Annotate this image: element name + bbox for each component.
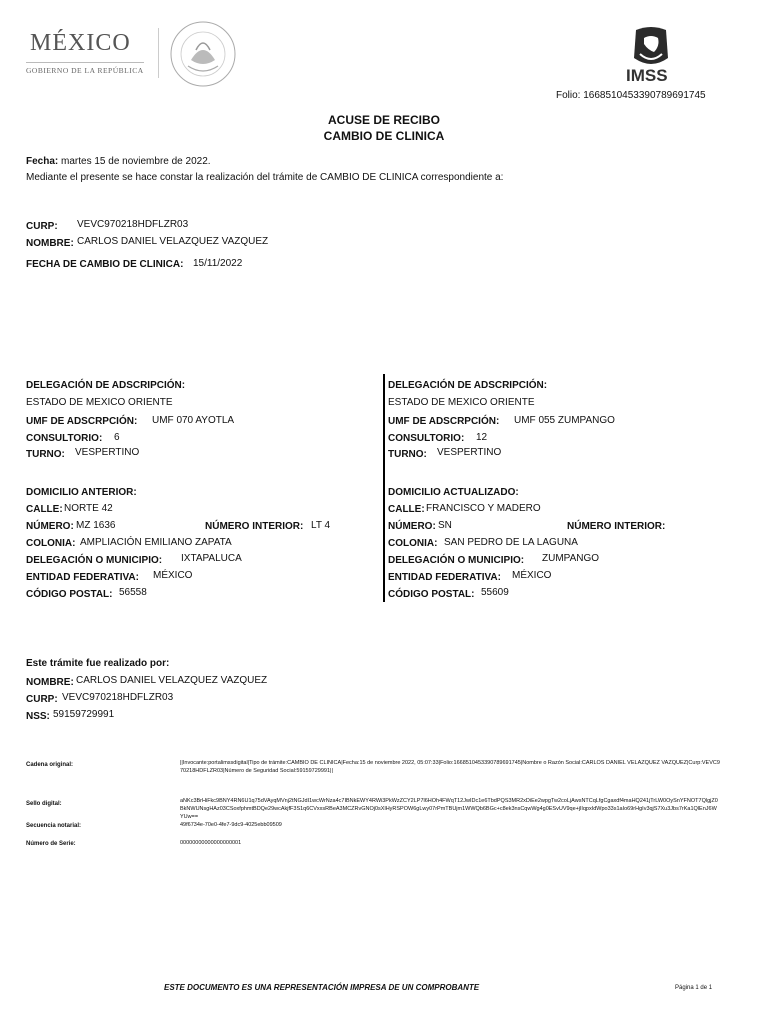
government-text: GOBIERNO DE LA REPÚBLICA	[26, 66, 144, 75]
right-delegacion-value: ESTADO DE MEXICO ORIENTE	[388, 397, 535, 408]
left-delegacion-label: DELEGACIÓN DE ADSCRIPCIÓN:	[26, 380, 186, 391]
right-umf-label: UMF DE ADSCRPCIÓN:	[388, 416, 500, 427]
intro-statement: Mediante el presente se hace constar la realización del trámite de CAMBIO DE CLINICA correspondiente a:	[26, 172, 504, 183]
left-colonia-label: COLONIA:	[26, 538, 76, 549]
fecha-value: martes 15 de noviembre de 2022.	[58, 156, 211, 167]
left-cp-value: 56558	[119, 587, 147, 598]
secuencia-value: 49f6734e-70e0-4fe7-9dc9-4025ebb09509	[180, 822, 282, 828]
left-entidad-label: ENTIDAD FEDERATIVA:	[26, 572, 139, 583]
serie-label: Número de Serie:	[26, 841, 76, 847]
right-entidad-value: MÉXICO	[512, 570, 552, 581]
left-colonia-value: AMPLIACIÓN EMILIANO ZAPATA	[80, 537, 232, 548]
page-number: Página 1 de 1	[675, 985, 713, 991]
mexico-logo	[26, 30, 146, 76]
imss-logo-text: IMSS	[626, 66, 668, 85]
right-domicilio-label: DOMICILIO ACTUALIZADO:	[388, 487, 519, 498]
title-cambio: CAMBIO DE CLINICA	[323, 129, 445, 143]
left-turno-value: VESPERTINO	[75, 447, 140, 458]
footer-disclaimer: ESTE DOCUMENTO ES UNA REPRESENTACIÓN IMPRESA DE UN COMPROBANTE	[164, 983, 480, 992]
left-municipio-label: DELEGACIÓN O MUNICIPIO:	[26, 555, 163, 566]
right-cp-value: 55609	[481, 587, 509, 598]
column-divider	[383, 374, 385, 602]
fecha-cambio-label: FECHA DE CAMBIO DE CLINICA:	[26, 259, 184, 270]
imss-logo	[622, 24, 680, 86]
fecha-cambio-value: 15/11/2022	[193, 258, 243, 269]
realizado-nombre-value: CARLOS DANIEL VELAZQUEZ VAZQUEZ	[76, 675, 268, 686]
folio: Folio: 1668510453390789691745	[556, 90, 706, 101]
right-entidad-label: ENTIDAD FEDERATIVA:	[388, 572, 501, 583]
left-numint-label: NÚMERO INTERIOR:	[205, 521, 304, 532]
right-turno-value: VESPERTINO	[437, 447, 502, 458]
right-numero-value: SN	[438, 520, 452, 531]
right-consultorio-value: 12	[476, 432, 488, 443]
secuencia-label: Secuencia notarial:	[26, 823, 82, 829]
right-calle-label: CALLE:	[388, 504, 425, 515]
right-umf-value: UMF 055 ZUMPANGO	[514, 415, 615, 426]
left-delegacion-value: ESTADO DE MEXICO ORIENTE	[26, 397, 173, 408]
left-calle-label: CALLE:	[26, 504, 63, 515]
right-municipio-value: ZUMPANGO	[542, 553, 600, 564]
sello-label: Sello digital:	[26, 801, 62, 807]
left-turno-label: TURNO:	[26, 449, 65, 460]
right-colonia-value: SAN PEDRO DE LA LAGUNA	[444, 537, 578, 548]
left-municipio-value: IXTAPALUCA	[181, 553, 242, 564]
curp-value: VEVC970218HDFLZR03	[77, 219, 189, 230]
logo-divider	[26, 62, 144, 63]
right-delegacion-label: DELEGACIÓN DE ADSCRIPCIÓN:	[388, 380, 548, 391]
left-numero-label: NÚMERO:	[26, 521, 74, 532]
nombre-label: NOMBRE:	[26, 238, 74, 249]
cadena-label: Cadena original:	[26, 762, 74, 768]
right-turno-label: TURNO:	[388, 449, 427, 460]
title-acuse: ACUSE DE RECIBO	[327, 113, 440, 127]
right-numero-label: NÚMERO:	[388, 521, 436, 532]
right-colonia-label: COLONIA:	[388, 538, 438, 549]
fecha-line	[26, 156, 211, 167]
right-numint-label: NÚMERO INTERIOR:	[567, 521, 666, 532]
left-consultorio-label: CONSULTORIO:	[26, 433, 103, 444]
left-numero-value: MZ 1636	[76, 520, 116, 531]
sello-value: aNKc3BrHiFkc9BNY4RN6U1q75dVAyqMVnj2tNGJdI1wcWrNza4c7IBNkEWY4RWi3PkWzZCY2LP7l6HOh4FWqT12JwIDc1e6TbdPQS3MR2xDiEe2wpgTw2coLjAwsNTCqLfgCgaxdf4maHQ241jTrLW0OySnYFNOT7QlgjZ0BkNWUNsgHAz03CSoxfphmtBDQe29wcAkjfF3S1q6CVxxsRBeA3MCZRvGNOj0sXlHyRSPOW6gLwy07rPmTBUjm1WWQb6BGc+c8ek3nsCqwWg4g0ESvUV9qe+jlIqpxIdWpo33s1aIo69rHgIv3qjS7Xu3Jbs7rKa1QlEnJ6WYUw==	[180, 798, 718, 820]
realizado-nss-value: 59159729991	[53, 709, 115, 720]
left-consultorio-value: 6	[114, 432, 120, 443]
left-numint-value: LT 4	[311, 520, 331, 531]
right-consultorio-label: CONSULTORIO:	[388, 433, 465, 444]
left-domicilio-label: DOMICILIO ANTERIOR:	[26, 487, 137, 498]
mexico-logo-text: MÉXICO	[30, 30, 131, 56]
national-seal-icon	[166, 20, 240, 88]
imss-eagle-icon	[622, 24, 680, 70]
left-cp-label: CÓDIGO POSTAL:	[26, 589, 113, 600]
realizado-heading: Este trámite fue realizado por:	[26, 658, 170, 669]
realizado-curp-value: VEVC970218HDFLZR03	[62, 692, 174, 703]
left-umf-label: UMF DE ADSCRPCIÓN:	[26, 416, 138, 427]
realizado-nss-label: NSS:	[26, 711, 50, 722]
realizado-curp-label: CURP:	[26, 694, 58, 705]
fecha-label: Fecha:	[26, 156, 59, 167]
right-calle-value: FRANCISCO Y MADERO	[426, 503, 541, 514]
right-cp-label: CÓDIGO POSTAL:	[388, 589, 475, 600]
cadena-value: ||Invocante:portalimssdigital|Tipo de trámite:CAMBIO DE CLINICA|Fecha:15 de noviembre 2022, 05:07:33|Folio:1668510453390789691745|Nombre o Razón Social:CARLOS DANIEL VELAZQUEZ VAZQUEZ|Curp:VEVC970218HDFLZR03|Número de Seguridad Social:59159729991||	[180, 760, 720, 774]
logo-separator	[158, 28, 159, 78]
curp-label: CURP:	[26, 221, 58, 232]
left-entidad-value: MÉXICO	[153, 570, 193, 581]
realizado-nombre-label: NOMBRE:	[26, 677, 74, 688]
nombre-value: CARLOS DANIEL VELAZQUEZ VAZQUEZ	[77, 236, 269, 247]
serie-value: 00000000000000000001	[180, 840, 242, 846]
left-umf-value: UMF 070 AYOTLA	[152, 415, 235, 426]
left-calle-value: NORTE 42	[64, 503, 113, 514]
right-municipio-label: DELEGACIÓN O MUNICIPIO:	[388, 555, 525, 566]
